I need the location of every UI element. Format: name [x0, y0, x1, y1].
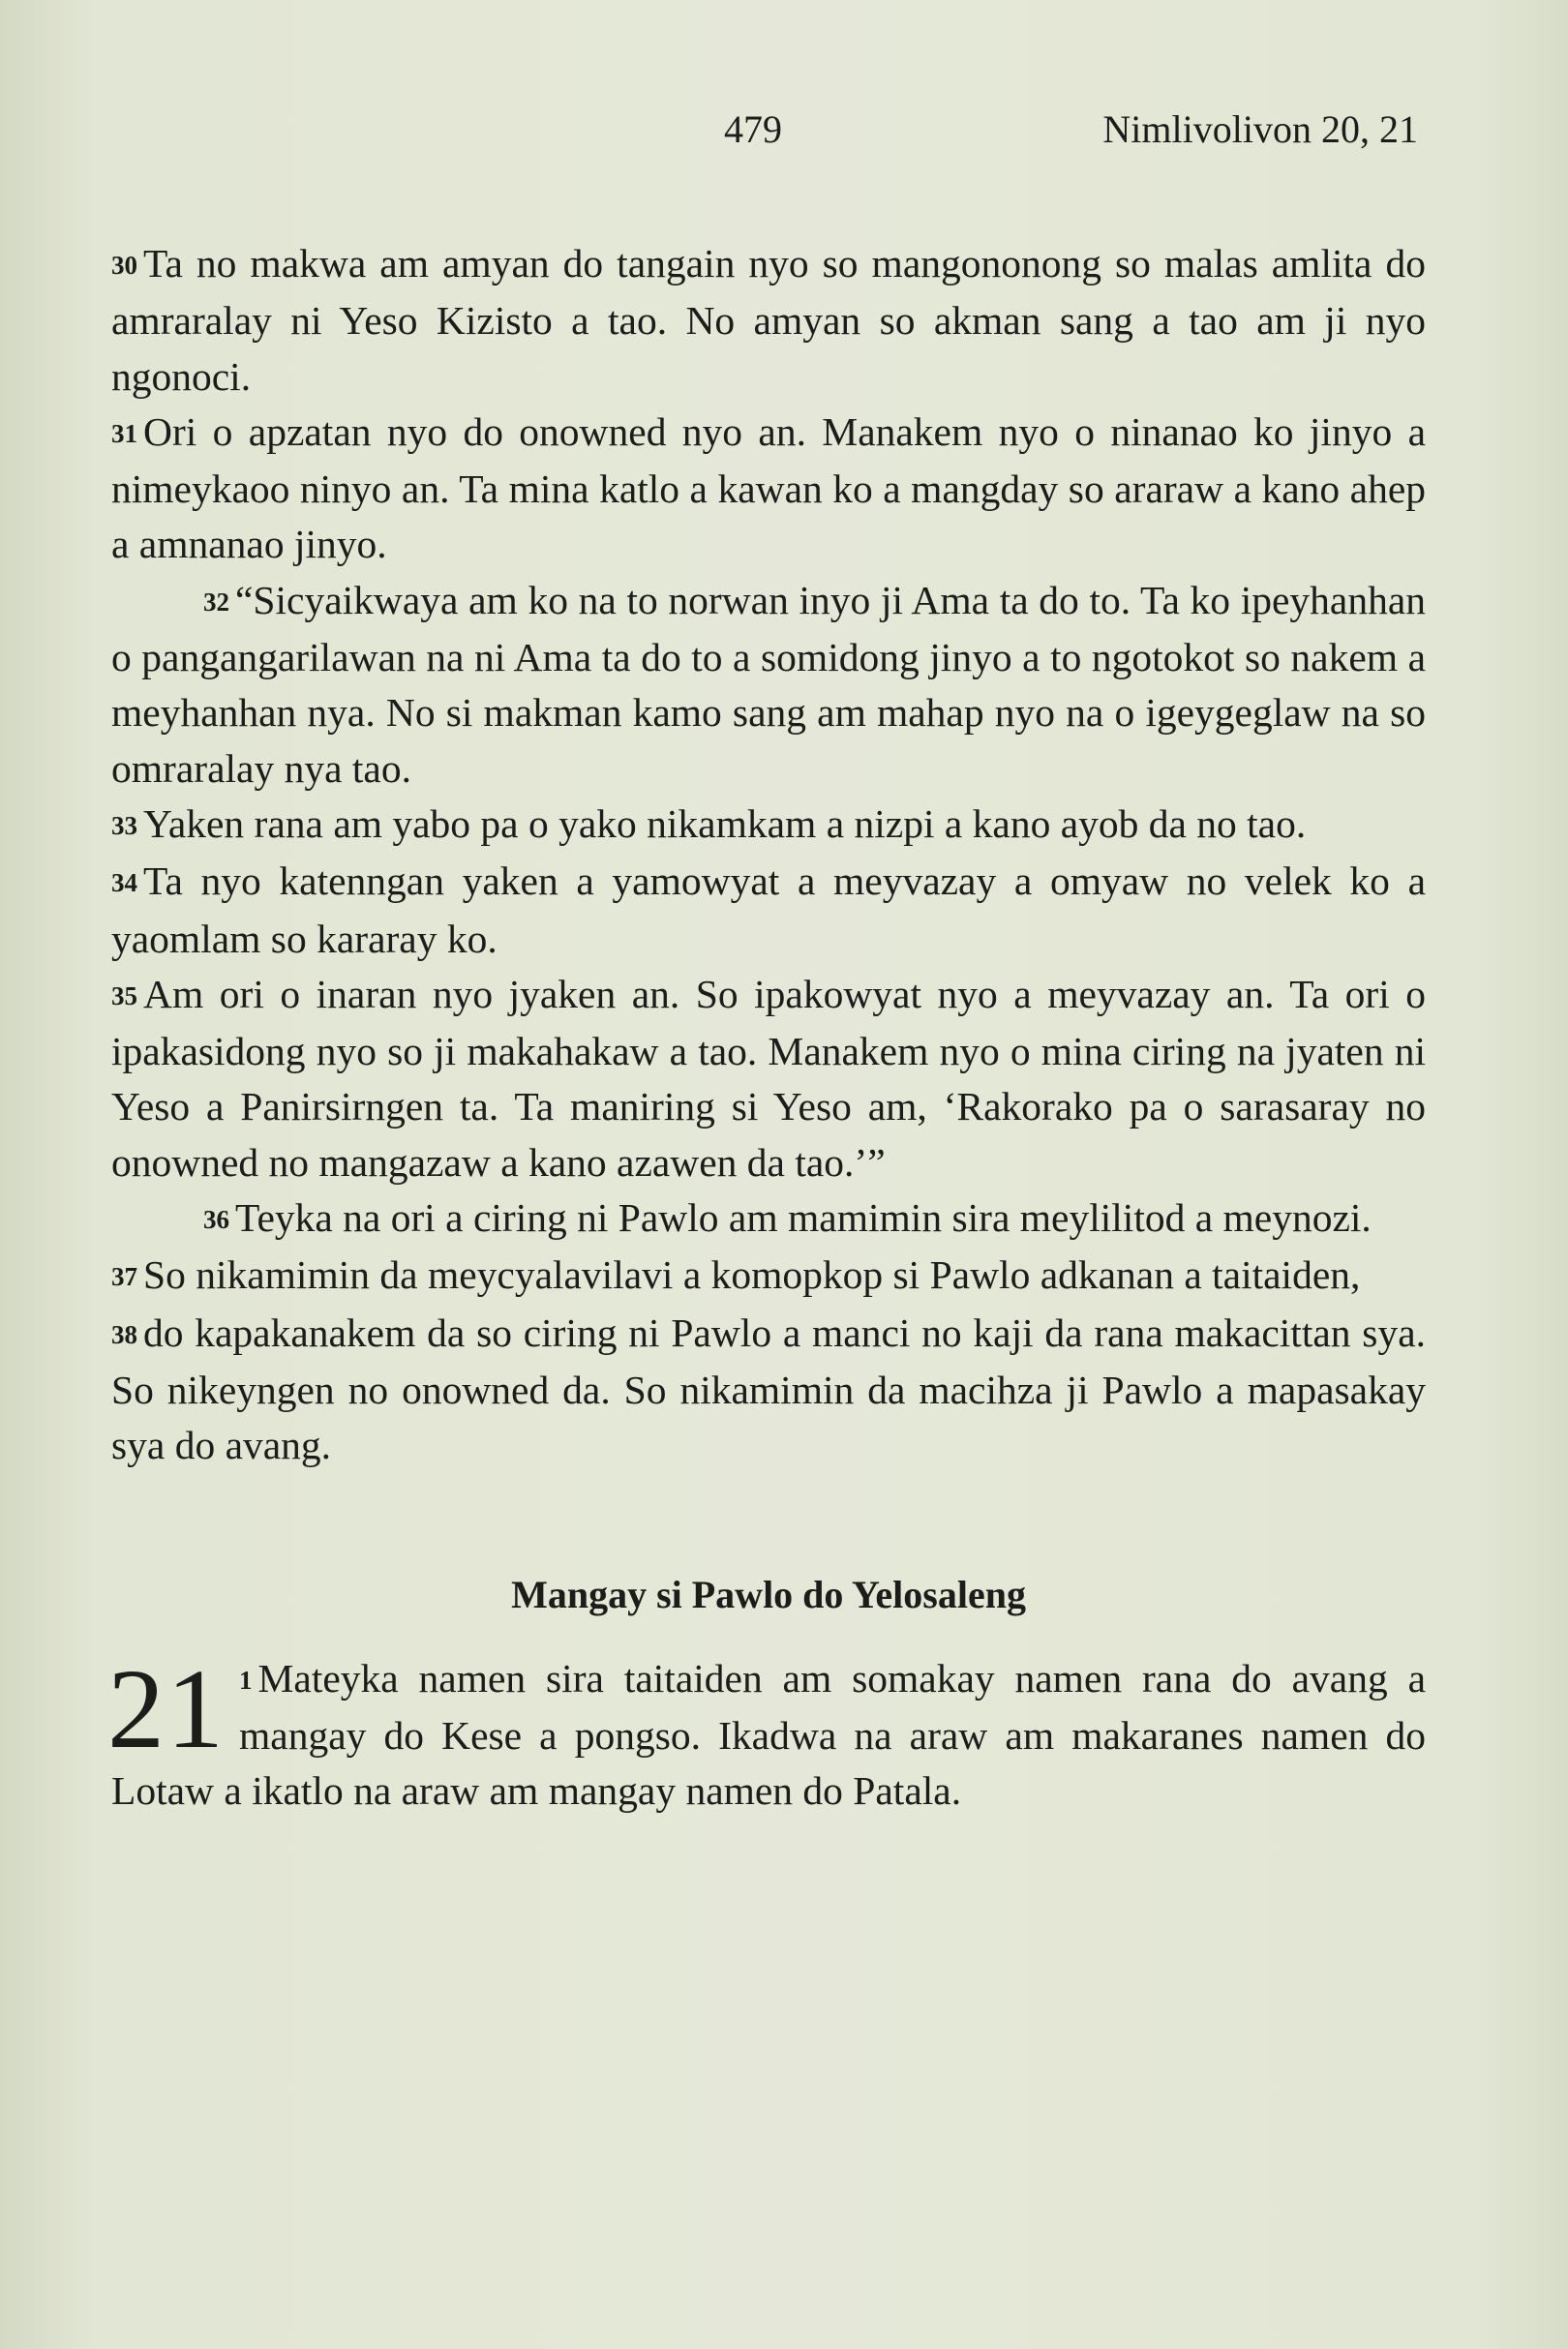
running-head: Nimlivolivon 20, 21	[1102, 107, 1418, 151]
verse-32	[111, 573, 1426, 797]
verse-number: 35	[111, 980, 137, 1010]
verse-text: Ori o apzatan nyo do onowned nyo an. Manakem nyo o ninanao ko jinyo a nimeykaoo ninyo an. Ta mina katlo a kawan ko a mangday so araraw a kano ahep a amnanao jinyo.	[111, 408, 1426, 567]
verse-31	[111, 405, 1426, 573]
verse-text: “Sicyaikwaya am ko na to norwan inyo ji Ama ta do to. Ta ko ipeyhanhan o pangangarilawan na ni Ama ta do to a somidong jinyo a to ngotokot so nakem a meyhanhan nya. No si makman kamo sang am mahap nyo na o igeygeglaw na so omraralay nya tao.	[111, 577, 1426, 791]
verse-text: Ta nyo katenngan yaken a yamowyat a meyvazay a omyaw no velek ko a yaomlam so kararay ko.	[111, 858, 1426, 961]
verse-34	[111, 854, 1426, 967]
verse-text: Teyka na ori a ciring ni Pawlo am mamimin sira meylilitod a meynozi.	[235, 1195, 1372, 1241]
chapter-number: 21	[107, 1644, 226, 1772]
page-number: 479	[724, 107, 782, 151]
verse-number: 37	[111, 1262, 137, 1292]
verse-33	[111, 797, 1426, 854]
page-header	[0, 106, 1568, 165]
verse-text: Yaken rana am yabo pa o yako nikamkam a nizpi a kano ayob da no tao.	[143, 800, 1307, 846]
section-heading: Mangay si Pawlo do Yelosaleng	[511, 1572, 1026, 1616]
verse-number: 38	[111, 1319, 137, 1349]
verse-37	[111, 1248, 1426, 1305]
scripture-text	[107, 236, 1426, 1819]
verse-text: Ta no makwa am amyan do tangain nyo so mangononong so malas amlita do amraralay ni Yeso Kizisto a tao. No amyan so akman sang a tao am ji nyo ngonoci.	[111, 241, 1426, 399]
verse-38	[111, 1306, 1426, 1474]
verse-number: 30	[111, 251, 137, 280]
verse-text: So nikamimin da meycyalavilavi a komopkop si Pawlo adkanan a taitaiden,	[143, 1252, 1361, 1298]
verse-text: Mateyka namen sira taitaiden am somakay namen rana do avang a mangay do Kese a pongso. Ikadwa na araw am makaranes namen do Lotaw a ikatlo na araw am mangay namen do Patala.	[111, 1655, 1426, 1814]
verse-number: 31	[111, 418, 137, 448]
chapter-21-verse-1	[107, 1644, 1426, 1820]
verse-35	[111, 967, 1426, 1190]
verse-text: do kapakanakem da so ciring ni Pawlo a manci no kaji da rana makacittan sya. So nikeyngen no onowned da. So nikamimin da macihza ji Pawlo a mapasakay sya do avang.	[111, 1310, 1426, 1468]
verse-36	[111, 1190, 1426, 1248]
verse-number: 34	[111, 868, 137, 898]
verse-text: Am ori o inaran nyo jyaken an. So ipakowyat nyo a meyvazay an. Ta ori o ipakasidong nyo so ji makahakaw a tao. Manakem nyo o mina ciring na jyaten ni Yeso a Panirsirngen ta. Ta maniring si Yeso am, ‘Rakorako pa o sarasaray no onowned no mangazaw a kano azawen da tao.’”	[111, 971, 1426, 1185]
verse-number: 1	[239, 1665, 253, 1695]
verse-number: 32	[203, 587, 229, 617]
verse-30	[111, 236, 1426, 405]
verse-number: 36	[203, 1205, 229, 1235]
verse-number: 33	[111, 810, 137, 840]
